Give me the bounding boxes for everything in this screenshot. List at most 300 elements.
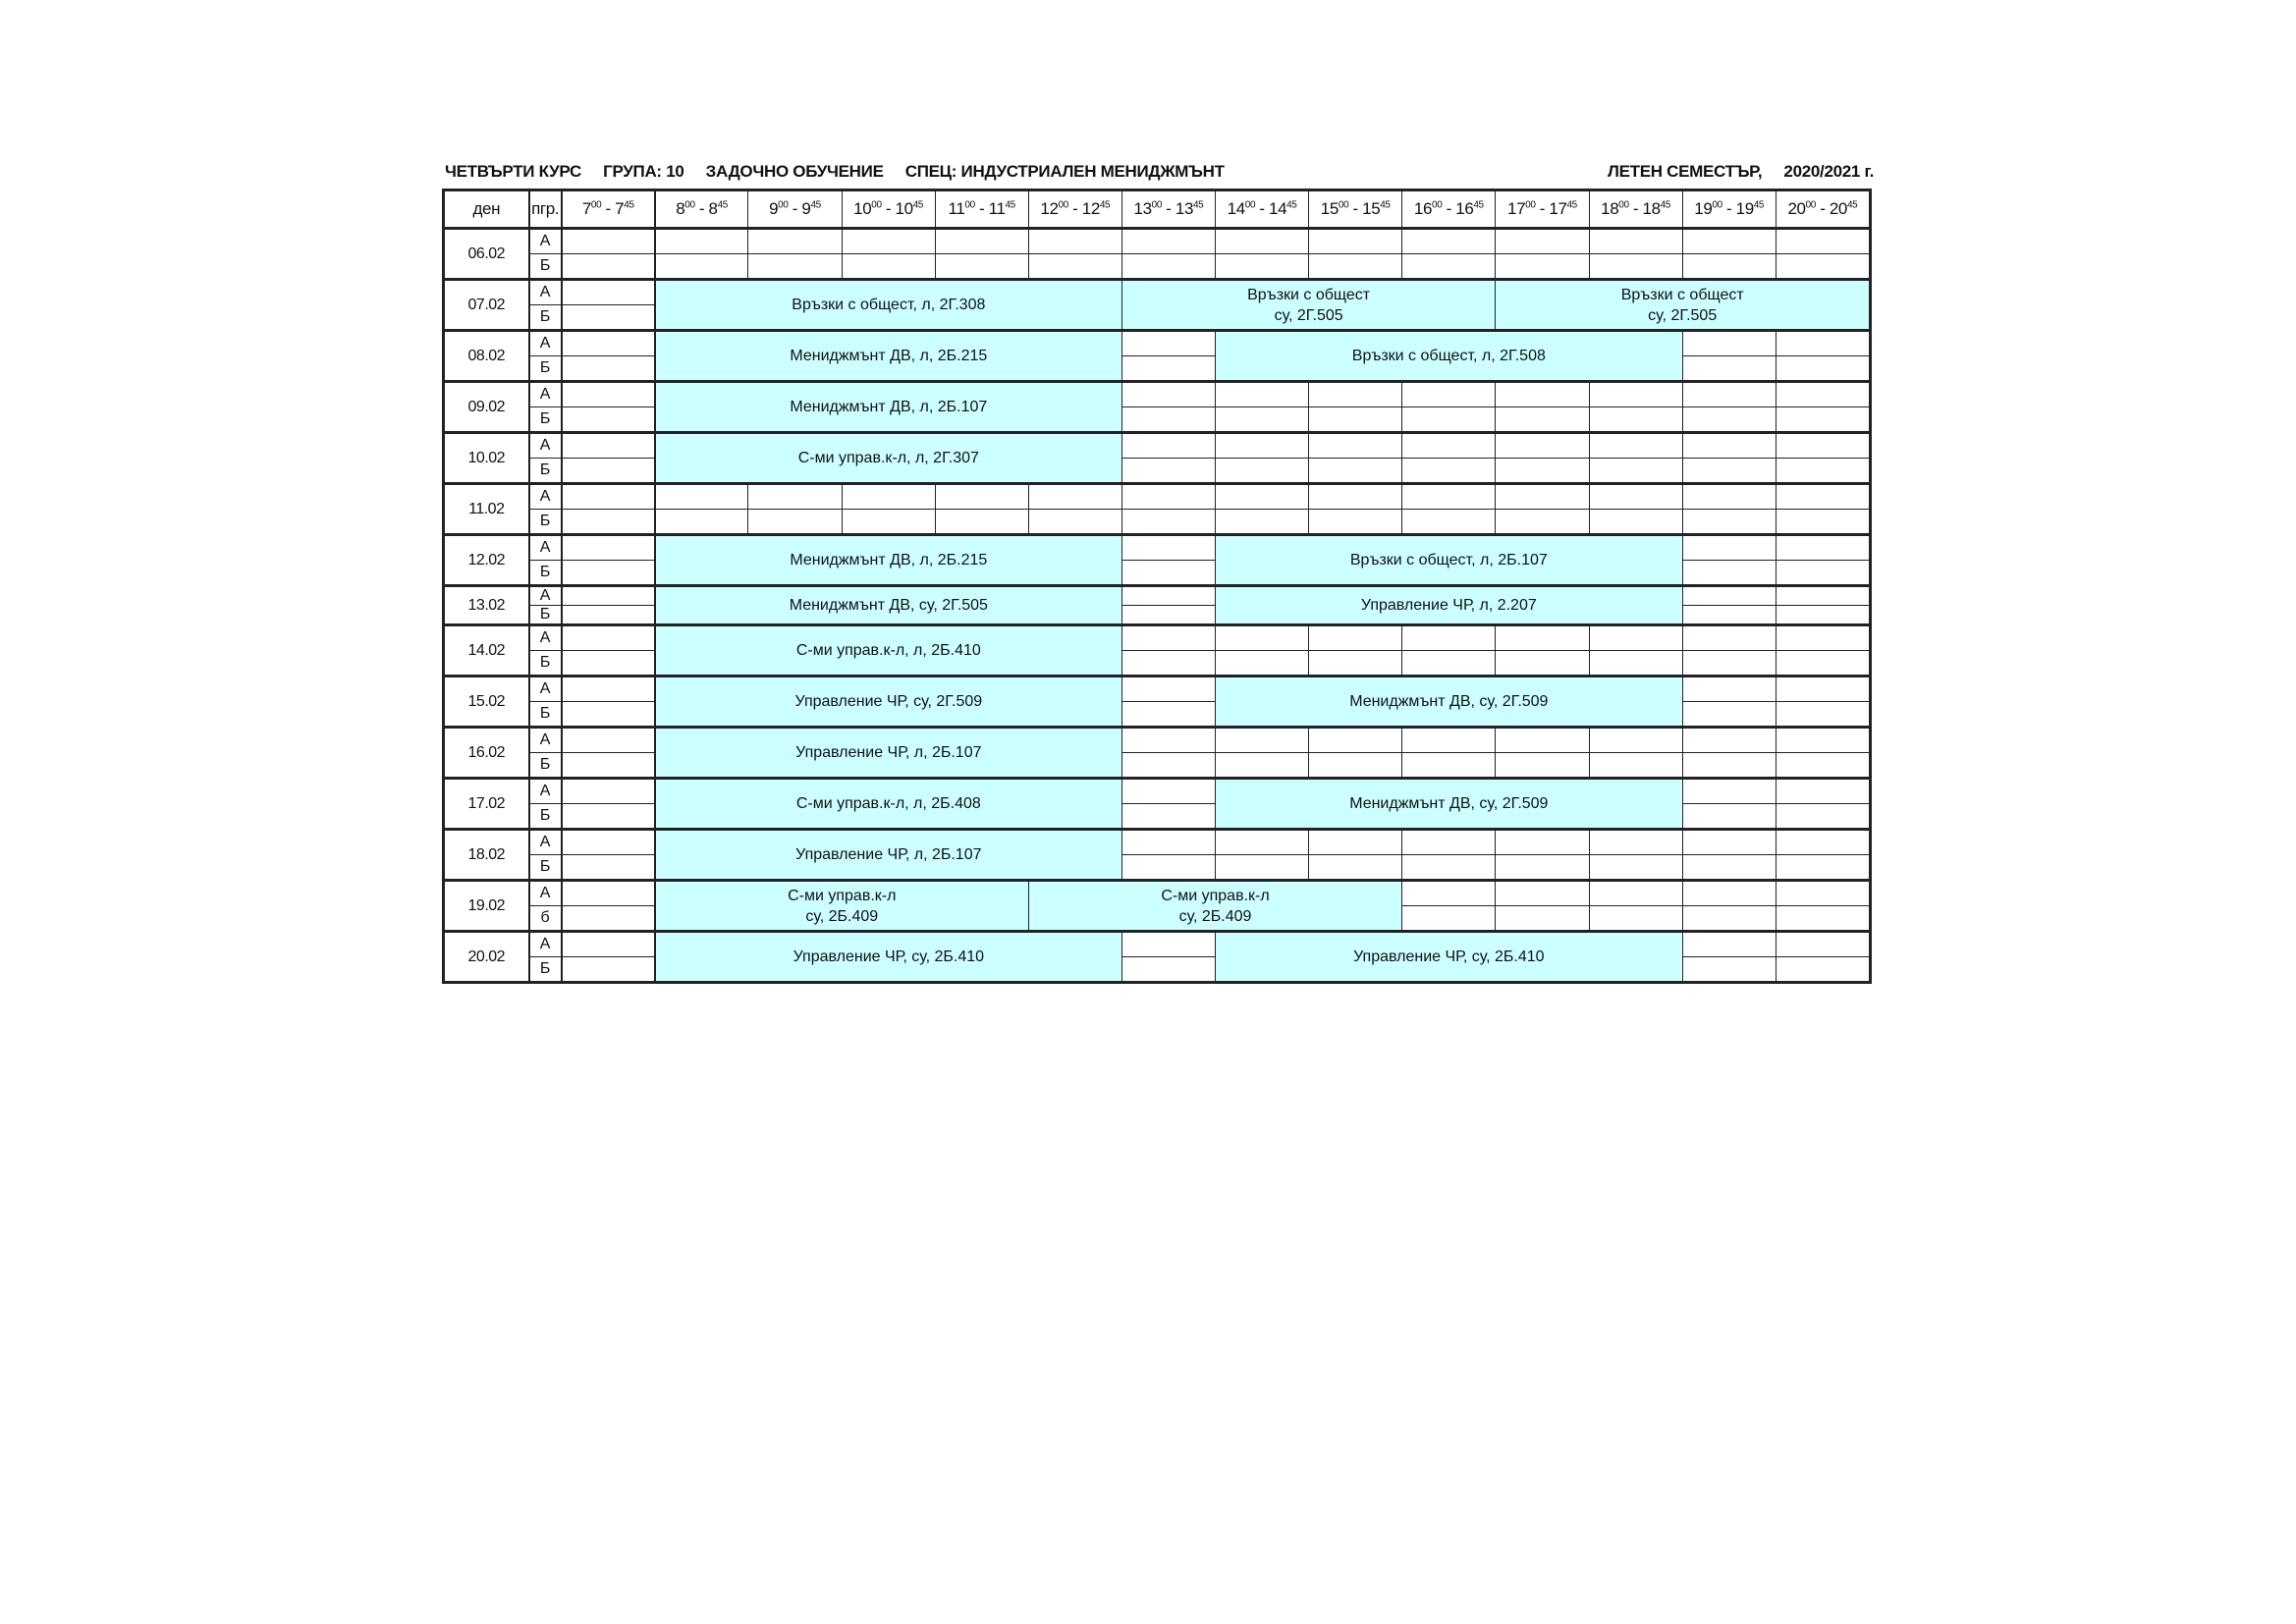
table-row [444,254,1871,280]
slot-start-minutes: 00 [1618,199,1629,211]
lesson-text: Връзки с общест [1620,286,1744,303]
table-row [444,433,1871,459]
lesson-text: Управление ЧР, л, 2.207 [1360,597,1537,614]
empty-slot-cell [1776,382,1870,407]
column-header-slot: $13^{00} - 13^{45}$ [1121,190,1215,229]
empty-slot-cell [748,510,842,535]
empty-slot-cell [1121,702,1215,728]
table-row [444,535,1871,561]
empty-slot-cell [1776,407,1870,433]
slot-end-minutes: 45 [1005,199,1015,211]
table-row [444,881,1871,906]
lesson-cell [1216,932,1683,983]
empty-slot-cell [842,510,935,535]
empty-slot-cell [935,510,1028,535]
empty-slot-cell [1309,855,1402,881]
empty-slot-cell [562,881,655,906]
table-row [444,830,1871,855]
subgroup-label: А [529,484,562,510]
lesson-text: Управление ЧР, л, 2Б.107 [795,846,982,863]
slot-start-minutes: 00 [1432,199,1443,211]
empty-slot-cell [562,382,655,407]
empty-slot-cell [1216,459,1309,484]
slot-end-hour: 14 [1269,199,1287,218]
slot-end-minutes: 45 [1660,199,1670,211]
empty-slot-cell [1216,433,1309,459]
slot-start-hour: 7 [581,199,591,218]
empty-slot-cell [562,510,655,535]
lesson-cell [655,881,1029,932]
empty-slot-cell [1682,407,1776,433]
slot-end-minutes: 45 [1566,199,1577,211]
slot-start-hour: 16 [1413,199,1433,218]
empty-slot-cell [562,651,655,677]
day-date: 09.02 [444,382,529,433]
empty-slot-cell [1309,484,1402,510]
slot-end-hour: 11 [988,199,1006,218]
empty-slot-cell [562,356,655,382]
slot-end-hour: 12 [1081,199,1100,218]
slot-end-minutes: 45 [1753,199,1765,211]
empty-slot-cell [1121,753,1215,779]
empty-slot-cell [1776,855,1870,881]
empty-slot-cell [1776,625,1870,651]
slot-start-hour: 20 [1787,199,1806,218]
slot-end-minutes: 45 [810,199,821,211]
empty-slot-cell [1776,728,1870,753]
subgroup-label: Б [529,356,562,382]
empty-slot-cell [1121,932,1215,957]
subgroup-label: Б [529,254,562,280]
slot-start-minutes: 00 [1338,199,1349,211]
empty-slot-cell [1216,382,1309,407]
empty-slot-cell [562,229,655,254]
empty-slot-cell [562,906,655,932]
empty-slot-cell [1589,510,1682,535]
lesson-text: су, 2Б.409 [805,907,879,925]
empty-slot-cell [1589,625,1682,651]
empty-slot-cell [1682,779,1776,804]
empty-slot-cell [1682,728,1776,753]
empty-slot-cell [935,254,1028,280]
empty-slot-cell [1028,510,1121,535]
slot-end-hour: 10 [895,199,913,218]
empty-slot-cell [1496,753,1589,779]
empty-slot-cell [562,957,655,983]
lesson-cell [655,535,1122,586]
slot-end-minutes: 45 [1380,199,1391,211]
slot-start-hour: 14 [1227,199,1245,218]
empty-slot-cell [1682,510,1776,535]
day-date: 10.02 [444,433,529,484]
table-row [444,331,1871,356]
empty-slot-cell [1496,625,1589,651]
empty-slot-cell [1682,906,1776,932]
slot-end-hour: 9 [801,199,811,218]
schedule-table [442,189,1872,984]
empty-slot-cell [1121,606,1215,625]
empty-slot-cell [562,830,655,855]
empty-slot-cell [1776,254,1870,280]
empty-slot-cell [1496,407,1589,433]
lesson-text: Управление ЧР, су, 2Б.410 [793,948,985,965]
empty-slot-cell [1121,677,1215,702]
empty-slot-cell [1216,254,1309,280]
lesson-text: С-ми управ.к-л, л, 2Б.410 [795,642,981,659]
slot-start-minutes: 00 [684,199,695,211]
empty-slot-cell [842,229,935,254]
day-date: 17.02 [444,779,529,830]
slot-start-hour: 11 [948,199,965,218]
slot-start-hour: 10 [853,199,872,218]
day-date: 14.02 [444,625,529,677]
empty-slot-cell [1589,407,1682,433]
lesson-cell [655,932,1122,983]
empty-slot-cell [1216,229,1309,254]
subgroup-label: Б [529,606,562,625]
empty-slot-cell [1682,254,1776,280]
empty-slot-cell [1121,779,1215,804]
lesson-cell [655,586,1122,625]
slot-end-minutes: 45 [717,199,728,211]
empty-slot-cell [1682,677,1776,702]
empty-slot-cell [1589,229,1682,254]
day-date: 12.02 [444,535,529,586]
empty-slot-cell [1216,753,1309,779]
empty-slot-cell [935,484,1028,510]
empty-slot-cell [1402,881,1496,906]
empty-slot-cell [1402,407,1496,433]
empty-slot-cell [562,625,655,651]
subgroup-label: Б [529,407,562,433]
empty-slot-cell [1682,561,1776,586]
empty-slot-cell [1776,702,1870,728]
empty-slot-cell [1121,855,1215,881]
empty-slot-cell [1496,510,1589,535]
empty-slot-cell [562,305,655,331]
empty-slot-cell [1682,957,1776,983]
column-header-slot: $16^{00} - 16^{45}$ [1402,190,1496,229]
column-header-slot: $20^{00} - 20^{45}$ [1776,190,1870,229]
empty-slot-cell [1776,331,1870,356]
empty-slot-cell [1309,510,1402,535]
slot-start-minutes: 00 [590,199,602,211]
empty-slot-cell [1496,484,1589,510]
empty-slot-cell [562,459,655,484]
subgroup-label: Б [529,651,562,677]
empty-slot-cell [1776,561,1870,586]
empty-slot-cell [1496,459,1589,484]
empty-slot-cell [1496,830,1589,855]
empty-slot-cell [562,932,655,957]
lesson-text: С-ми управ.к-л [788,887,897,904]
slot-start-hour: 17 [1507,199,1526,218]
slot-start-minutes: 00 [1712,199,1722,211]
lesson-text: су, 2Б.409 [1178,907,1252,925]
lesson-cell [655,280,1122,331]
subgroup-label: Б [529,753,562,779]
empty-slot-cell [1776,804,1870,830]
empty-slot-cell [1589,459,1682,484]
subgroup-label: А [529,932,562,957]
day-date: 19.02 [444,881,529,932]
empty-slot-cell [1496,382,1589,407]
empty-slot-cell [1776,433,1870,459]
empty-slot-cell [1776,356,1870,382]
table-row [444,728,1871,753]
empty-slot-cell [1121,510,1215,535]
empty-slot-cell [1309,229,1402,254]
slot-start-minutes: 00 [871,199,882,211]
empty-slot-cell [1682,702,1776,728]
empty-slot-cell [1402,728,1496,753]
table-row [444,677,1871,702]
empty-slot-cell [1121,382,1215,407]
empty-slot-cell [1682,804,1776,830]
slot-start-hour: 18 [1601,199,1619,218]
table-row [444,510,1871,535]
empty-slot-cell [1776,484,1870,510]
table-row [444,779,1871,804]
empty-slot-cell [1682,356,1776,382]
lesson-text: С-ми управ.к-л, л, 2Г.307 [797,450,979,466]
empty-slot-cell [1589,382,1682,407]
empty-slot-cell [655,484,748,510]
empty-slot-cell [562,561,655,586]
slot-start-hour: 15 [1320,199,1339,218]
empty-slot-cell [1589,906,1682,932]
empty-slot-cell [1776,932,1870,957]
empty-slot-cell [1402,855,1496,881]
lesson-text: су, 2Г.505 [1648,306,1718,324]
table-row [444,280,1871,305]
column-header-slot: $8^{00} - 8^{45}$ [655,190,748,229]
lesson-cell [1216,779,1683,830]
empty-slot-cell [1216,407,1309,433]
empty-slot-cell [562,535,655,561]
column-header-slot: $9^{00} - 9^{45}$ [748,190,842,229]
empty-slot-cell [1309,728,1402,753]
empty-slot-cell [1121,561,1215,586]
table-row [444,382,1871,407]
empty-slot-cell [748,484,842,510]
subgroup-label: А [529,728,562,753]
empty-slot-cell [562,804,655,830]
slot-end-minutes: 45 [1193,199,1204,211]
empty-slot-cell [1776,606,1870,625]
empty-slot-cell [1682,932,1776,957]
empty-slot-cell [562,855,655,881]
empty-slot-cell [748,229,842,254]
subgroup-label: А [529,779,562,804]
subgroup-label: Б [529,459,562,484]
lesson-text: Връзки с общест, л, 2Б.107 [1349,552,1548,568]
column-header-slot: $18^{00} - 18^{45}$ [1589,190,1682,229]
empty-slot-cell [1682,830,1776,855]
slot-end-minutes: 45 [1846,199,1858,211]
empty-slot-cell [1589,881,1682,906]
column-header-day: ден [444,190,529,229]
schedule-header-row [444,190,1871,229]
empty-slot-cell [1496,651,1589,677]
lesson-cell [1216,535,1683,586]
subgroup-label: А [529,586,562,606]
column-header-slot: $11^{00} - 11^{45}$ [935,190,1028,229]
empty-slot-cell [1216,855,1309,881]
slot-start-minutes: 00 [1058,199,1068,211]
column-header-slot: $14^{00} - 14^{45}$ [1216,190,1309,229]
slot-end-hour: 20 [1829,199,1847,218]
lesson-text: Връзки с общест, л, 2Г.308 [792,297,986,313]
lesson-cell [1216,586,1683,625]
lesson-cell [1216,331,1683,382]
slot-end-minutes: 45 [912,199,923,211]
slot-end-hour: 19 [1735,199,1754,218]
lesson-text: Мениджмънт ДВ, су, 2Г.509 [1349,795,1549,812]
empty-slot-cell [1216,510,1309,535]
empty-slot-cell [1121,586,1215,606]
lesson-cell [1496,280,1871,331]
subgroup-label: Б [529,510,562,535]
empty-slot-cell [1121,356,1215,382]
lesson-text: Мениджмънт ДВ, су, 2Г.505 [789,597,988,614]
empty-slot-cell [1309,459,1402,484]
lesson-text: С-ми управ.к-л, л, 2Б.408 [795,795,981,812]
empty-slot-cell [1682,881,1776,906]
lesson-cell [655,779,1122,830]
slot-start-minutes: 00 [1805,199,1816,211]
empty-slot-cell [1402,484,1496,510]
slot-start-minutes: 00 [964,199,975,211]
subgroup-label: Б [529,855,562,881]
empty-slot-cell [1682,855,1776,881]
empty-slot-cell [1402,433,1496,459]
column-header-slot: $17^{00} - 17^{45}$ [1496,190,1589,229]
lesson-text: Мениджмънт ДВ, л, 2Б.215 [790,552,988,568]
empty-slot-cell [562,254,655,280]
empty-slot-cell [1216,728,1309,753]
subgroup-label: Б [529,957,562,983]
empty-slot-cell [1496,254,1589,280]
column-header-slot: $19^{00} - 19^{45}$ [1682,190,1776,229]
lesson-text: С-ми управ.к-л [1161,887,1270,904]
empty-slot-cell [1776,677,1870,702]
empty-slot-cell [1682,625,1776,651]
slot-start-minutes: 00 [1151,199,1162,211]
slot-start-hour: 8 [676,199,685,218]
empty-slot-cell [1402,753,1496,779]
subgroup-label: Б [529,305,562,331]
subgroup-label: А [529,433,562,459]
slot-end-hour: 16 [1455,199,1474,218]
column-header-slot: $10^{00} - 10^{45}$ [842,190,935,229]
lesson-cell [655,331,1122,382]
empty-slot-cell [1776,510,1870,535]
empty-slot-cell [1589,753,1682,779]
slot-start-hour: 12 [1040,199,1059,218]
slot-start-minutes: 00 [1525,199,1536,211]
empty-slot-cell [1121,459,1215,484]
empty-slot-cell [1028,229,1121,254]
empty-slot-cell [1682,606,1776,625]
empty-slot-cell [1682,331,1776,356]
table-row [444,932,1871,957]
empty-slot-cell [1776,229,1870,254]
empty-slot-cell [1776,535,1870,561]
empty-slot-cell [935,229,1028,254]
header-group-info: ЧЕТВЪРТИ КУРС ГРУПА: 10 ЗАДОЧНО ОБУЧЕНИЕ СПЕЦ: ИНДУСТРИАЛЕН МЕНИДЖМЪНТ [445,162,1225,181]
empty-slot-cell [1496,433,1589,459]
empty-slot-cell [1402,906,1496,932]
subgroup-label: Б [529,804,562,830]
day-date: 08.02 [444,331,529,382]
empty-slot-cell [1682,229,1776,254]
empty-slot-cell [562,702,655,728]
empty-slot-cell [1121,407,1215,433]
empty-slot-cell [1589,651,1682,677]
empty-slot-cell [562,433,655,459]
day-date: 11.02 [444,484,529,535]
empty-slot-cell [1216,484,1309,510]
empty-slot-cell [1589,484,1682,510]
empty-slot-cell [1682,484,1776,510]
empty-slot-cell [1776,459,1870,484]
empty-slot-cell [1216,625,1309,651]
column-header-slot: $7^{00} - 7^{45}$ [562,190,655,229]
slot-end-hour: 15 [1362,199,1381,218]
empty-slot-cell [1309,407,1402,433]
empty-slot-cell [1776,830,1870,855]
lesson-cell [655,830,1122,881]
subgroup-label: А [529,881,562,906]
table-row [444,484,1871,510]
slot-start-minutes: 00 [1244,199,1256,211]
subgroup-label: А [529,331,562,356]
empty-slot-cell [1589,433,1682,459]
subgroup-label: Б [529,702,562,728]
empty-slot-cell [562,331,655,356]
subgroup-label: А [529,382,562,407]
empty-slot-cell [748,254,842,280]
column-header-slot: $15^{00} - 15^{45}$ [1309,190,1402,229]
table-row [444,586,1871,606]
subgroup-label: Б [529,561,562,586]
empty-slot-cell [1309,651,1402,677]
day-date: 13.02 [444,586,529,625]
column-header-subgroup: пгр. [529,190,562,229]
empty-slot-cell [1402,382,1496,407]
subgroup-label: А [529,535,562,561]
day-date: 20.02 [444,932,529,983]
table-row [444,625,1871,651]
empty-slot-cell [1589,254,1682,280]
lesson-text: Мениджмънт ДВ, л, 2Б.215 [790,348,988,364]
empty-slot-cell [1776,779,1870,804]
empty-slot-cell [1121,651,1215,677]
empty-slot-cell [1121,331,1215,356]
empty-slot-cell [1776,957,1870,983]
empty-slot-cell [1776,881,1870,906]
lesson-cell [655,382,1122,433]
empty-slot-cell [562,407,655,433]
subgroup-label: А [529,229,562,254]
empty-slot-cell [562,484,655,510]
empty-slot-cell [1682,433,1776,459]
empty-slot-cell [655,229,748,254]
empty-slot-cell [1496,881,1589,906]
empty-slot-cell [562,586,655,606]
slot-end-minutes: 45 [624,199,634,211]
